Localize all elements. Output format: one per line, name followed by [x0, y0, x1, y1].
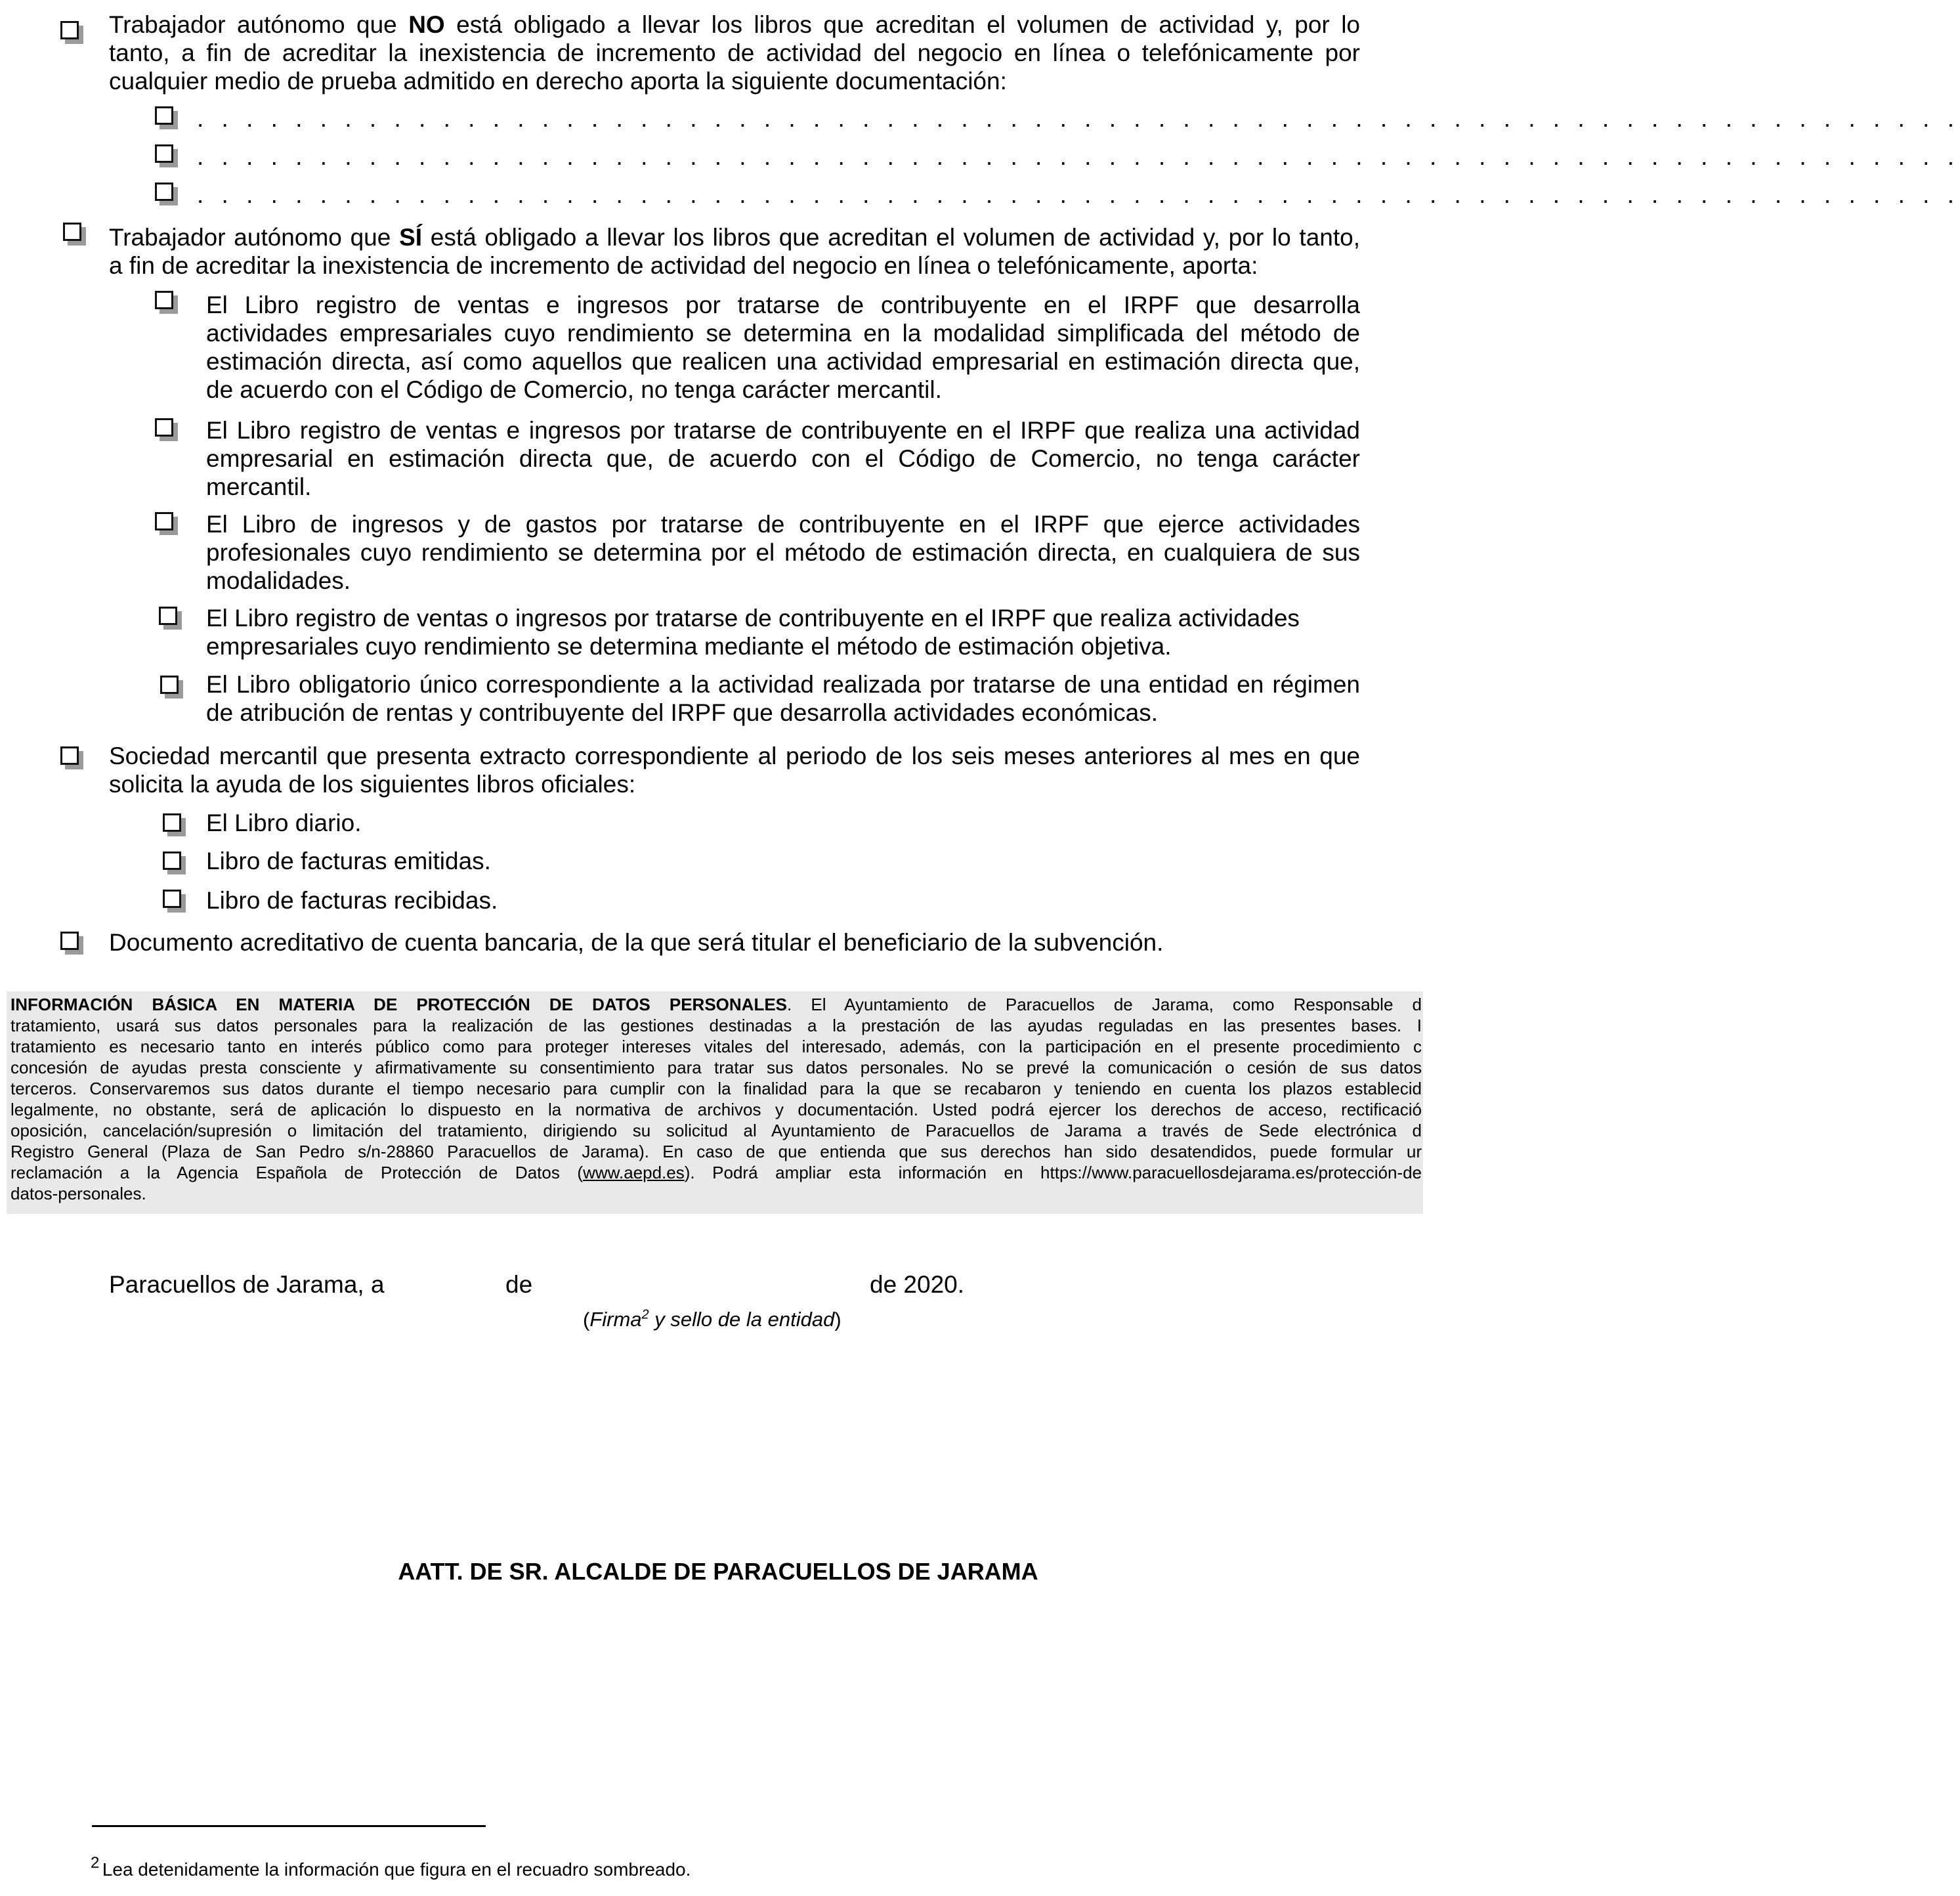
checkbox-libro-simplificada[interactable] [155, 291, 173, 309]
privacy-line-4: concesión de ayudas presta consciente y afirmativamente su consentimiento para tratar sus datos personales. No se prevé la comunicación o cesión de sus datos [11, 1058, 1422, 1077]
privacy-line-9-pre: reclamación a la Agencia Española de Protección de Datos ( [11, 1163, 584, 1182]
option-libro-profesionales [206, 510, 1360, 595]
option-libro-unico [206, 670, 1360, 727]
privacy-line-1 [11, 994, 1422, 1015]
privacy-line-5: terceros. Conservaremos sus datos durante el tiempo necesario para cumplir con la finalidad para la que se recabaron y teniendo en cuenta los plazos establecid [11, 1079, 1422, 1098]
privacy-line-3: tratamiento es necesario tanto en interés público como para proteger intereses vitales del interesado, además, con la participación en el presente procedimiento c [11, 1037, 1422, 1056]
privacy-line-9 [11, 1162, 1422, 1183]
privacy-line-1-text: . El Ayuntamiento de Paracuellos de Jarama, como Responsable d [787, 995, 1422, 1014]
option-2-line-3: mercantil. [206, 473, 312, 500]
sociedad-line-2: solicita la ayuda de los siguientes libros oficiales: [109, 771, 636, 798]
checkbox-facturas-recibidas[interactable] [163, 890, 181, 908]
option-1-line-4: de acuerdo con el Código de Comercio, no tenga carácter mercantil. [206, 376, 942, 403]
option-libro-empresarial [206, 416, 1360, 501]
autonomo-si-line-1: Trabajador autónomo que SÍ está obligado a llevar los libros que acreditan el volumen de actividad y, por lo tanto, [109, 224, 1360, 251]
option-5-line-2: de atribución de rentas y contribuyente del IRPF que desarrolla actividades económicas. [206, 699, 1158, 726]
signature-day-field[interactable] [394, 1270, 499, 1299]
privacy-line-7: oposición, cancelación/supresión o limitación del tratamiento, dirigiendo su solicitud al Ayuntamiento de Paracuellos de Jarama a través de Sede electrónica d [11, 1121, 1422, 1140]
checkbox-facturas-emitidas[interactable] [163, 851, 181, 870]
privacy-line-6: legalmente, no obstante, será de aplicación lo dispuesto en la normativa de archivos y documentación. Usted podrá ejercer los derechos de acceso, rectificació [11, 1100, 1422, 1119]
autonomo-no-line-1: Trabajador autónomo que NO está obligado a llevar los libros que acreditan el volumen de actividad y, por lo [109, 11, 1360, 38]
autonomo-no-line-2: tanto, a fin de acreditar la inexistencia de incremento de actividad del negocio en línea o telefónicamente por [109, 39, 1360, 66]
signature-month-field[interactable] [538, 1270, 866, 1299]
checkbox-doc-3[interactable] [155, 183, 173, 201]
privacy-heading: INFORMACIÓN BÁSICA EN MATERIA DE PROTECCIÓN DE DATOS PERSONALES [11, 995, 788, 1014]
checkbox-libro-empresarial[interactable] [155, 418, 173, 437]
caption-post: y sello de la entidad [649, 1308, 835, 1331]
caption-open-paren: ( [583, 1308, 590, 1331]
addressee: AATT. DE SR. ALCALDE DE PARACUELLOS DE JARAMA [398, 1558, 1038, 1585]
option-libro-objetiva [206, 604, 1360, 660]
book-libro-diario: El Libro diario. [206, 809, 362, 836]
option-2-line-2: empresarial en estimación directa que, de acuerdo con el Código de Comercio, no tenga carácter [206, 445, 1360, 472]
footnote [91, 1854, 691, 1880]
footnote-divider [92, 1825, 486, 1827]
signature-caption [583, 1303, 842, 1331]
book-facturas-emitidas: Libro de facturas emitidas. [206, 848, 491, 874]
privacy-line-10: datos-personales. [11, 1184, 146, 1203]
autonomo-si-line-2: a fin de acreditar la inexistencia de incremento de actividad del negocio en línea o telefónicamente, aporta: [109, 252, 1258, 279]
footnote-number: 2 [91, 1854, 100, 1872]
checkbox-autonomo-no[interactable] [60, 21, 79, 39]
footnote-text: Lea detenidamente la información que figura en el recuadro sombreado. [102, 1859, 691, 1880]
option-1-line-1: El Libro registro de ventas e ingresos por tratarse de contribuyente en el IRPF que desarrolla [206, 291, 1360, 318]
option-1-line-2: actividades empresariales cuyo rendimiento se determina en la modalidad simplificada del método de [206, 320, 1360, 347]
dotted-fill-line-1[interactable]: . . . . . . . . . . . . . . . . . . . . . . . . . . . . . . . . . . . . . . . . . . . . . . . . . . . . . . . . . . . . . . . . . . . . . . . . [197, 105, 1960, 132]
aepd-link[interactable]: www.aepd.es [583, 1163, 685, 1182]
caption-close-paren: ) [834, 1308, 842, 1331]
privacy-line-8: Registro General (Plaza de San Pedro s/n-28860 Paracuellos de Jarama). En caso de que entienda que sus derechos han sido desatendidos, puede formular ur [11, 1142, 1422, 1161]
cuenta-bancaria-text: Documento acreditativo de cuenta bancaria, de la que será titular el beneficiario de la subvención. [109, 929, 1164, 956]
option-3-line-3: modalidades. [206, 567, 351, 594]
dotted-fill-line-2[interactable]: . . . . . . . . . . . . . . . . . . . . . . . . . . . . . . . . . . . . . . . . . . . . . . . . . . . . . . . . . . . . . . . . . . . . . . . . [197, 143, 1960, 170]
checkbox-libro-unico[interactable] [160, 676, 179, 694]
sociedad-text [109, 742, 1360, 798]
option-libro-simplificada [206, 291, 1360, 404]
option-3-line-1: El Libro de ingresos y de gastos por tratarse de contribuyente en el IRPF que ejerce actividades [206, 511, 1360, 538]
checkbox-autonomo-si[interactable] [63, 223, 81, 241]
privacy-line-2: tratamiento, usará sus datos personales para la realización de las gestiones destinadas a la prestación de las ayudas reguladas en las presentes bases. I [11, 1016, 1422, 1035]
autonomo-no-text [109, 11, 1360, 95]
checkbox-doc-1[interactable] [155, 106, 173, 125]
checkbox-libro-diario[interactable] [163, 813, 181, 832]
checkbox-doc-2[interactable] [155, 144, 173, 163]
signature-de: de [505, 1271, 533, 1298]
autonomo-no-line-3: cualquier medio de prueba admitido en derecho aporta la siguiente documentación: [109, 68, 1007, 95]
footnote-ref: 2 [641, 1308, 649, 1322]
privacy-line-9-post: ). Podrá ampliar esta información en https://www.paracuellosdejarama.es/protección-de [684, 1163, 1422, 1182]
option-4-line-1: El Libro registro de ventas o ingresos por tratarse de contribuyente en el IRPF que realiza actividades [206, 605, 1300, 632]
option-3-line-2: profesionales cuyo rendimiento se determina por el método de estimación directa, en cualquiera de sus [206, 539, 1360, 566]
option-2-line-1: El Libro registro de ventas e ingresos por tratarse de contribuyente en el IRPF que realiza una actividad [206, 417, 1360, 444]
signature-year: de 2020. [870, 1271, 965, 1298]
signature-place: Paracuellos de Jarama, a [109, 1271, 385, 1298]
checkbox-libro-objetiva[interactable] [159, 607, 177, 625]
option-5-line-1: El Libro obligatorio único correspondiente a la actividad realizada por tratarse de una entidad en régimen [206, 671, 1360, 698]
checkbox-libro-profesionales[interactable] [155, 512, 173, 530]
autonomo-si-text [109, 223, 1360, 280]
book-facturas-recibidas: Libro de facturas recibidas. [206, 887, 498, 914]
option-4-line-2: empresariales cuyo rendimiento se determina mediante el método de estimación objetiva. [206, 633, 1172, 660]
privacy-info-box [7, 991, 1423, 1214]
dotted-fill-line-3[interactable]: . . . . . . . . . . . . . . . . . . . . . . . . . . . . . . . . . . . . . . . . . . . . . . . . . . . . . . . . . . . . . . . . . . . . . . . . [197, 181, 1960, 208]
checkbox-cuenta-bancaria[interactable] [60, 932, 79, 950]
sociedad-line-1: Sociedad mercantil que presenta extracto correspondiente al periodo de los seis meses anteriores al mes en que [109, 743, 1360, 769]
caption-firma: Firma [589, 1308, 642, 1331]
option-1-line-3: estimación directa, así como aquellos que realicen una actividad empresarial en estimación directa que, [206, 348, 1360, 375]
checkbox-sociedad-mercantil[interactable] [60, 746, 79, 765]
